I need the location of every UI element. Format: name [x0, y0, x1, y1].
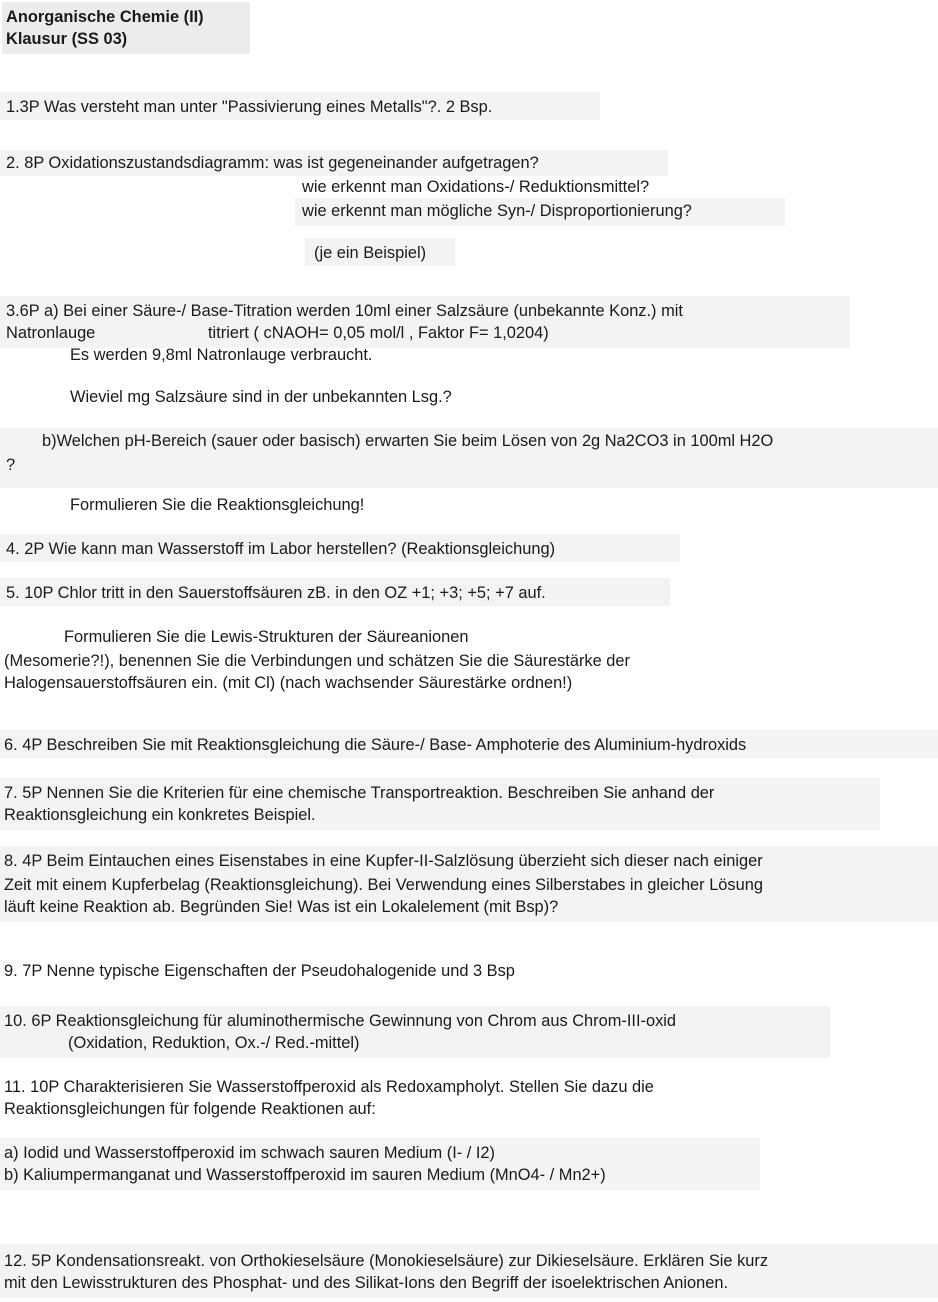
- question-7-line-2: Reaktionsgleichung ein konkretes Beispiel.: [4, 806, 316, 824]
- question-12-line-1: 12. 5P Kondensationsreakt. von Orthokieselsäure (Monokieselsäure) zur Dikieselsäure. Erklären Sie kurz: [4, 1252, 769, 1270]
- question-3-line-3: Es werden 9,8ml Natronlauge verbraucht.: [70, 346, 373, 364]
- question-9-line-1: 9. 7P Nenne typische Eigenschaften der Pseudohalogenide und 3 Bsp: [4, 962, 515, 980]
- exam-title: Anorganische Chemie (II): [6, 8, 204, 26]
- question-1-line-1: 1.3P Was versteht man unter "Passivierung eines Metalls"?. 2 Bsp.: [6, 98, 493, 116]
- question-8-line-1: 8. 4P Beim Eintauchen eines Eisenstabes in eine Kupfer-II-Salzlösung überzieht sich dieser nach einiger: [4, 852, 763, 870]
- question-11-line-1: 11. 10P Charakterisieren Sie Wasserstoffperoxid als Redoxampholyt. Stellen Sie dazu die: [4, 1078, 654, 1096]
- question-7-line-1: 7. 5P Nennen Sie die Kriterien für eine chemische Transportreaktion. Beschreiben Sie anhand der: [4, 784, 715, 802]
- question-3-line-4: Wieviel mg Salzsäure sind in der unbekannten Lsg.?: [70, 388, 452, 406]
- question-8-line-3: läuft keine Reaktion ab. Begründen Sie! Was ist ein Lokalelement (mit Bsp)?: [4, 898, 559, 916]
- question-11-line-3: a) Iodid und Wasserstoffperoxid im schwach sauren Medium (I- / I2): [4, 1144, 496, 1162]
- question-3-line-2b: titriert ( cNAOH= 0,05 mol/l , Faktor F= 1,0204): [208, 324, 549, 342]
- question-4-line-1: 4. 2P Wie kann man Wasserstoff im Labor herstellen? (Reaktionsgleichung): [6, 540, 556, 558]
- question-5-line-4: Halogensauerstoffsäuren ein. (mit Cl) (nach wachsender Säurestärke ordnen!): [4, 674, 573, 692]
- question-3-line-6: ?: [6, 456, 16, 474]
- question-3-line-2a: Natronlauge: [6, 324, 96, 342]
- question-8-line-2: Zeit mit einem Kupferbelag (Reaktionsgleichung). Bei Verwendung eines Silberstabes in gleicher Lösung: [4, 876, 763, 894]
- question-2-line-3: wie erkennt man mögliche Syn-/ Disproportionierung?: [302, 202, 692, 220]
- question-6-line-1: 6. 4P Beschreiben Sie mit Reaktionsgleichung die Säure-/ Base- Amphoterie des Aluminium-hydroxids: [4, 736, 747, 754]
- question-2-line-4: (je ein Beispiel): [314, 244, 427, 262]
- question-12-line-2: mit den Lewisstrukturen des Phosphat- und des Silikat-Ions den Begriff der isoelektrischen Anionen.: [4, 1274, 729, 1292]
- question-11-line-4: b) Kaliumpermanganat und Wasserstoffperoxid im sauren Medium (MnO4- / Mn2+): [4, 1166, 606, 1184]
- question-2-line-1: 2. 8P Oxidationszustandsdiagramm: was ist gegeneinander aufgetragen?: [6, 154, 539, 172]
- question-3-line-7: Formulieren Sie die Reaktionsgleichung!: [70, 496, 365, 514]
- question-10-line-1: 10. 6P Reaktionsgleichung für aluminothermische Gewinnung von Chrom aus Chrom-III-oxid: [4, 1012, 677, 1030]
- question-10-line-2: (Oxidation, Reduktion, Ox.-/ Red.-mittel): [68, 1034, 360, 1052]
- question-5-line-2: Formulieren Sie die Lewis-Strukturen der Säureanionen: [64, 628, 469, 646]
- question-5-line-1: 5. 10P Chlor tritt in den Sauerstoffsäuren zB. in den OZ +1; +3; +5; +7 auf.: [6, 584, 546, 602]
- exam-subtitle: Klausur (SS 03): [6, 30, 128, 48]
- question-11-line-2: Reaktionsgleichungen für folgende Reaktionen auf:: [4, 1100, 376, 1118]
- question-5-line-3: (Mesomerie?!), benennen Sie die Verbindungen und schätzen Sie die Säurestärke der: [4, 652, 630, 670]
- question-2-line-2: wie erkennt man Oxidations-/ Reduktionsmittel?: [302, 178, 650, 196]
- question-3-line-5: b)Welchen pH-Bereich (sauer oder basisch) erwarten Sie beim Lösen von 2g Na2CO3 in 100ml H2O: [42, 432, 774, 450]
- question-3-line-1: 3.6P a) Bei einer Säure-/ Base-Titration werden 10ml einer Salzsäure (unbekannte Konz.) mit: [6, 302, 683, 320]
